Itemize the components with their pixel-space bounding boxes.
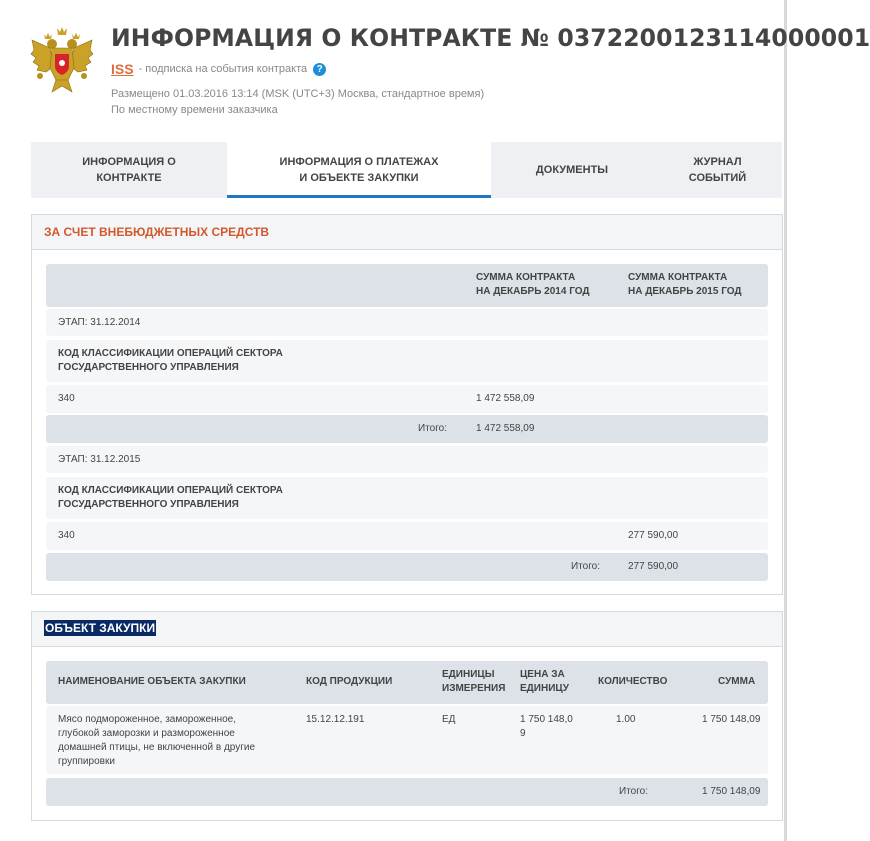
amount-2015: 277 590,00 — [628, 530, 679, 541]
funds-panel-header — [32, 215, 782, 250]
kosgu-label: КОД КЛАССИФИКАЦИИ ОПЕРАЦИЙ СЕКТОРА ГОСУДАРСТВЕННОГО УПРАВЛЕНИЯ — [58, 485, 283, 510]
stage-label: ЭТАП: 31.12.2014 — [58, 317, 141, 328]
funds-panel — [31, 214, 783, 595]
total-label: Итого: — [619, 786, 648, 797]
total-row — [46, 778, 768, 806]
table-row — [46, 385, 768, 413]
col-header-qty: КОЛИЧЕСТВО — [598, 676, 668, 687]
funds-panel-title: ЗА СЧЕТ ВНЕБЮДЖЕТНЫХ СРЕДСТВ — [44, 225, 270, 239]
window-edge — [784, 0, 787, 841]
table-row — [46, 522, 768, 550]
stage-label: ЭТАП: 31.12.2015 — [58, 454, 141, 465]
total-label: Итого: — [418, 423, 447, 434]
subscribe-text: - подписка на события контракта — [138, 63, 308, 75]
kosgu-label-row — [46, 340, 768, 382]
col-header-unit: ЕДИНИЦЫ ИЗМЕРЕНИЯ — [442, 669, 506, 694]
published-date: Размещено 01.03.2016 13:14 (MSK (UTC+3) Москва, стандартное время) — [111, 88, 485, 100]
total-row — [46, 415, 768, 443]
purchase-item-unit: ЕД — [442, 714, 456, 725]
stage-row — [46, 309, 768, 336]
stage-row — [46, 446, 768, 473]
tab-bar — [31, 142, 782, 198]
col-header-price: ЦЕНА ЗА ЕДИНИЦУ — [520, 669, 569, 694]
iss-subscribe-link[interactable]: ISS — [111, 61, 134, 77]
local-time-note: По местному времени заказчика — [111, 104, 278, 116]
purchase-item-price: 1 750 148,0 9 — [520, 714, 573, 739]
purchase-item-name: Мясо подмороженное, замороженное, глубокой заморозки и размороженное домашней птицы, не включенной в другие группировки — [58, 714, 256, 767]
coat-of-arms-emblem — [30, 26, 94, 96]
purchase-panel-title: ОБЪЕКТ ЗАКУПКИ — [45, 621, 156, 635]
purchase-item-qty: 1.00 — [616, 714, 636, 725]
purchase-panel-header — [32, 612, 782, 647]
subscription-row — [111, 61, 326, 77]
funds-table-header — [46, 264, 768, 307]
kosgu-code: 340 — [58, 530, 75, 541]
tab-payments-and-object[interactable]: ИНФОРМАЦИЯ О ПЛАТЕЖАХ И ОБЪЕКТЕ ЗАКУПКИ — [227, 142, 491, 198]
amount-2014: 1 472 558,09 — [476, 393, 535, 404]
kosgu-label-row — [46, 477, 768, 519]
tab-event-log[interactable]: ЖУРНАЛ СОБЫТИЙ — [688, 156, 747, 184]
total-value: 1 750 148,09 — [702, 786, 761, 797]
purchase-panel — [31, 611, 783, 821]
kosgu-label: КОД КЛАССИФИКАЦИИ ОПЕРАЦИЙ СЕКТОРА ГОСУДАРСТВЕННОГО УПРАВЛЕНИЯ — [58, 348, 283, 373]
col-header-code: КОД ПРОДУКЦИИ — [306, 676, 393, 687]
purchase-item-code: 15.12.12.191 — [306, 714, 365, 725]
help-icon[interactable]: ? — [313, 63, 326, 76]
tab-contract-info[interactable]: ИНФОРМАЦИЯ О КОНТРАКТЕ — [82, 156, 176, 184]
purchase-item-sum: 1 750 148,09 — [702, 714, 761, 725]
kosgu-code: 340 — [58, 393, 75, 404]
total-value: 277 590,00 — [628, 561, 679, 572]
total-row — [46, 553, 768, 581]
col-header-name: НАИМЕНОВАНИЕ ОБЪЕКТА ЗАКУПКИ — [58, 676, 246, 687]
purchase-table-header — [46, 661, 768, 704]
tab-documents[interactable]: ДОКУМЕНТЫ — [535, 164, 609, 176]
col-header-2014: СУММА КОНТРАКТА НА ДЕКАБРЬ 2014 ГОД — [476, 272, 590, 297]
col-header-sum: СУММА — [718, 676, 756, 687]
page-title: ИНФОРМАЦИЯ О КОНТРАКТЕ № 0372200123114000001 — [111, 24, 870, 52]
col-header-2015: СУММА КОНТРАКТА НА ДЕКАБРЬ 2015 ГОД — [628, 272, 742, 297]
total-label: Итого: — [571, 561, 600, 572]
total-value: 1 472 558,09 — [476, 423, 535, 434]
table-row — [46, 706, 768, 774]
